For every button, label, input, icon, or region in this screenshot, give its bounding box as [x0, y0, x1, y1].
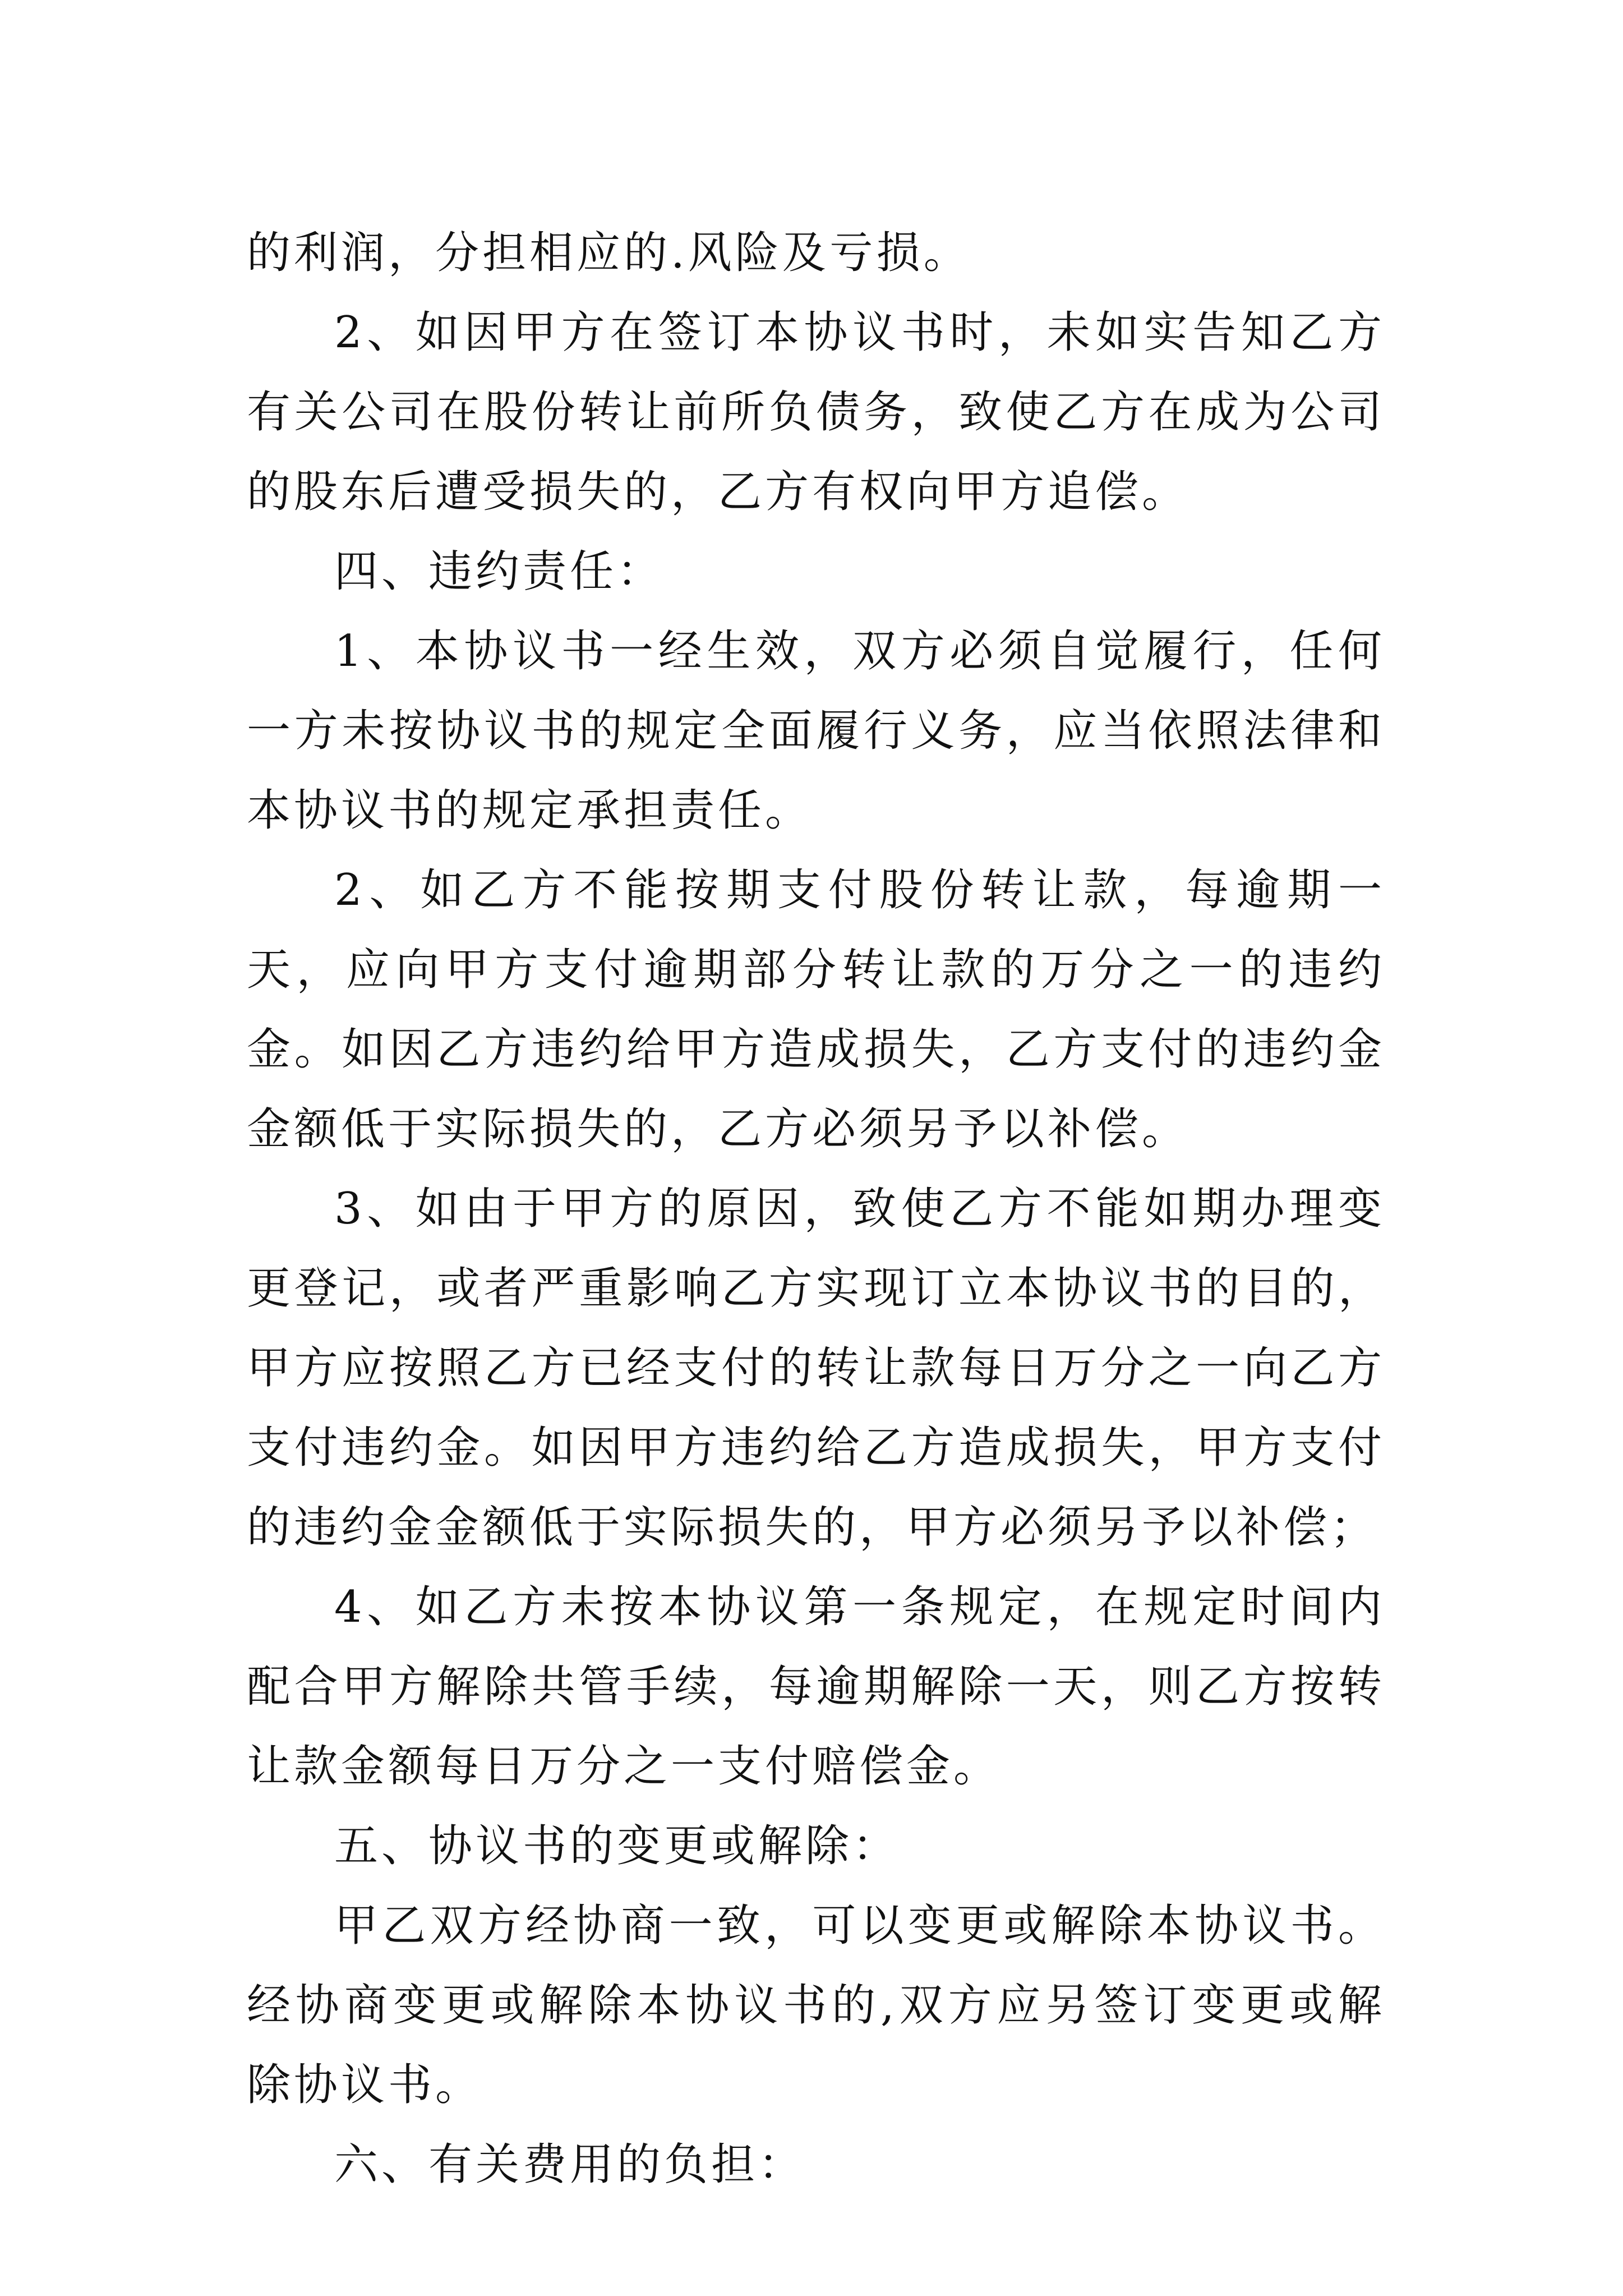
paragraph-clause-4-1: 1、本协议书一经生效，双方必须自觉履行，任何一方未按协议书的规定全面履行义务，应当依照法律和本协议书的规定承担责任。 [247, 626, 1385, 836]
paragraph-clause-4-2: 2、如乙方不能按期支付股份转让款，每逾期一天，应向甲方支付逾期部分转让款的万分之一的违约金。如因乙方违约给甲方造成损失，乙方支付的违约金金额低于实际损失的，乙方必须另予以补偿。 [247, 865, 1385, 1154]
paragraph-clause-3-2: 2、如因甲方在签订本协议书时，未如实告知乙方有关公司在股份转让前所负债务，致使乙方在成为公司的股东后遭受损失的，乙方有权向甲方追偿。 [247, 307, 1385, 517]
paragraph-continuation: 的利润，分担相应的.风险及亏损。 [247, 228, 971, 278]
paragraph-clause-4-4: 4、如乙方未按本协议第一条规定，在规定时间内配合甲方解除共管手续，每逾期解除一天，则乙方按转让款金额每日万分之一支付赔偿金。 [247, 1582, 1385, 1792]
section-heading-expenses: 六、有关费用的负担： [334, 2139, 806, 2190]
paragraph-clause-5: 甲乙双方经协商一致，可以变更或解除本协议书。经协商变更或解除本协议书的,双方应另签订变更或解除协议书。 [247, 1901, 1385, 2110]
document-body [247, 213, 1385, 2205]
section-heading-breach-liability: 四、违约责任： [334, 546, 665, 597]
section-heading-amendment-termination: 五、协议书的变更或解除： [334, 1821, 900, 1871]
paragraph-clause-4-3: 3、如由于甲方的原因，致使乙方不能如期办理变更登记，或者严重影响乙方实现订立本协议书的目的，甲方应按照乙方已经支付的转让款每日万分之一向乙方支付违约金。如因甲方违约给乙方造成损失，甲方支付的违约金金额低于实际损失的，甲方必须另予以补偿； [247, 1184, 1385, 1553]
